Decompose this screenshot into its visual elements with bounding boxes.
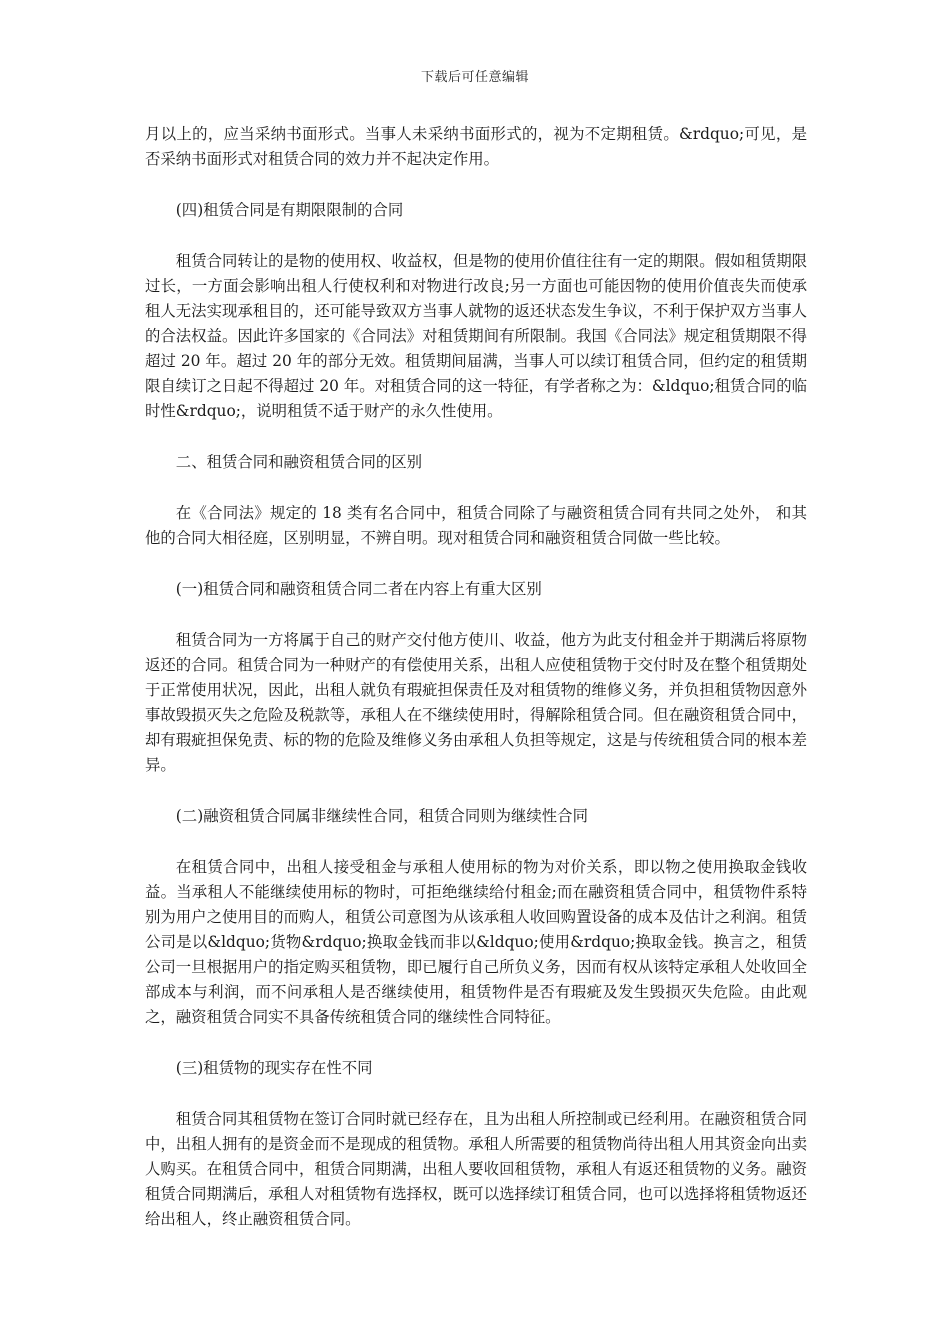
- chapter-heading-2: 二、租赁合同和融资租赁合同的区别: [175, 453, 423, 471]
- paragraph-comparison-intro: 在《合同法》规定的 18 类有名合同中，租赁合同除了与融资租赁合同有共同之处外， 和其他的合同大相径庭，区别明显，不辨自明。现对租赁合同和融资租赁合同做一些比较。: [145, 504, 807, 547]
- section-heading-3: (三)租赁物的现实存在性不同: [175, 1059, 373, 1077]
- page-header: 下载后可任意编辑: [420, 70, 529, 85]
- paragraph-existence: 租赁合同其租赁物在签订合同时就已经存在，且为出租人所控制或已经利用。在融资租赁合同中，出租人拥有的是资金而不是现成的租赁物。承租人所需要的租赁物尚待出租人用其资金向出卖人购买。在租赁合同中，租赁合同期满，出租人要收回租赁物，承租人有返还租赁物的义务。融资租赁合同期满后，承租人对租赁物有选择权，既可以选择续订租赁合同，也可以选择将租赁物返还给出租人，终止融资租赁合同。: [145, 1110, 807, 1228]
- section-heading-2: (二)融资租赁合同属非继续性合同，租赁合同则为继续性合同: [175, 807, 588, 825]
- paragraph-content-difference: 租赁合同为一方将属于自己的财产交付他方使川、收益，他方为此支付租金并于期满后将原物返还的合同。租赁合同为一种财产的有偿使用关系，出租人应使租赁物于交付时及在整个租赁期处于正常使用状况，因此，出租人就负有瑕疵担保责任及对租赁物的维修义务，并负担租赁物因意外事故毁损灭失之危险及税款等，承租人在不继续使用时，得解除租赁合同。但在融资租赁合同中，却有瑕疵担保免责、标的物的危险及维修义务由承租人负担等规定，这是与传统租赁合同的根本差异。: [145, 631, 807, 774]
- document-body: [145, 122, 807, 1258]
- section-heading-4: (四)租赁合同是有期限限制的合同: [175, 201, 404, 219]
- paragraph-lease-term: 租赁合同转让的是物的使用权、收益权，但是物的使用价值往往有一定的期限。假如租赁期限过长，一方面会影响出租人行使权利和对物进行改良;另一方面也可能因物的使用价值丧失而使承租人无法实现承租目的，还可能导致双方当事人就物的返还状态发生争议，不利于保护双方当事人的合法权益。因此许多国家的《合同法》对租赁期间有所限制。我国《合同法》规定租赁期限不得超过 20 年。超过 20 年的部分无效。租赁期间届满，当事人可以续订租赁合同，但约定的租赁期限自续订之日起不得超过 20 年。对租赁合同的这一特征，有学者称之为：&ldquo;租赁合同的临时性&rdquo;，说明租赁不适于财产的永久性使用。: [145, 252, 807, 420]
- paragraph-continuation: 月以上的，应当采纳书面形式。当事人未采纳书面形式的，视为不定期租赁。&rdquo;可见，是否采纳书面形式对租赁合同的效力并不起决定作用。: [145, 125, 807, 168]
- section-heading-1: (一)租赁合同和融资租赁合同二者在内容上有重大区别: [175, 580, 542, 598]
- paragraph-continuity: 在租赁合同中，出租人接受租金与承租人使用标的物为对价关系，即以物之使用换取金钱收益。当承租人不能继续使用标的物时，可拒绝继续给付租金;而在融资租赁合同中，租赁物件系特别为用户之使用目的而购人，租赁公司意图为从该承租人收回购置设备的成本及估计之利润。租赁公司是以&ldquo;货物&rdquo;换取金钱而非以&ldquo;使用&rdquo;换取金钱。换言之，租赁公司一旦根据用户的指定购买租赁物，即已履行自己所负义务，因而有权从该特定承租人处收回全部成本与利润，而不问承租人是否继续使用，租赁物件是否有瑕疵及发生毁损灭失危险。由此观之，融资租赁合同实不具备传统租赁合同的继续性合同特征。: [145, 858, 807, 1026]
